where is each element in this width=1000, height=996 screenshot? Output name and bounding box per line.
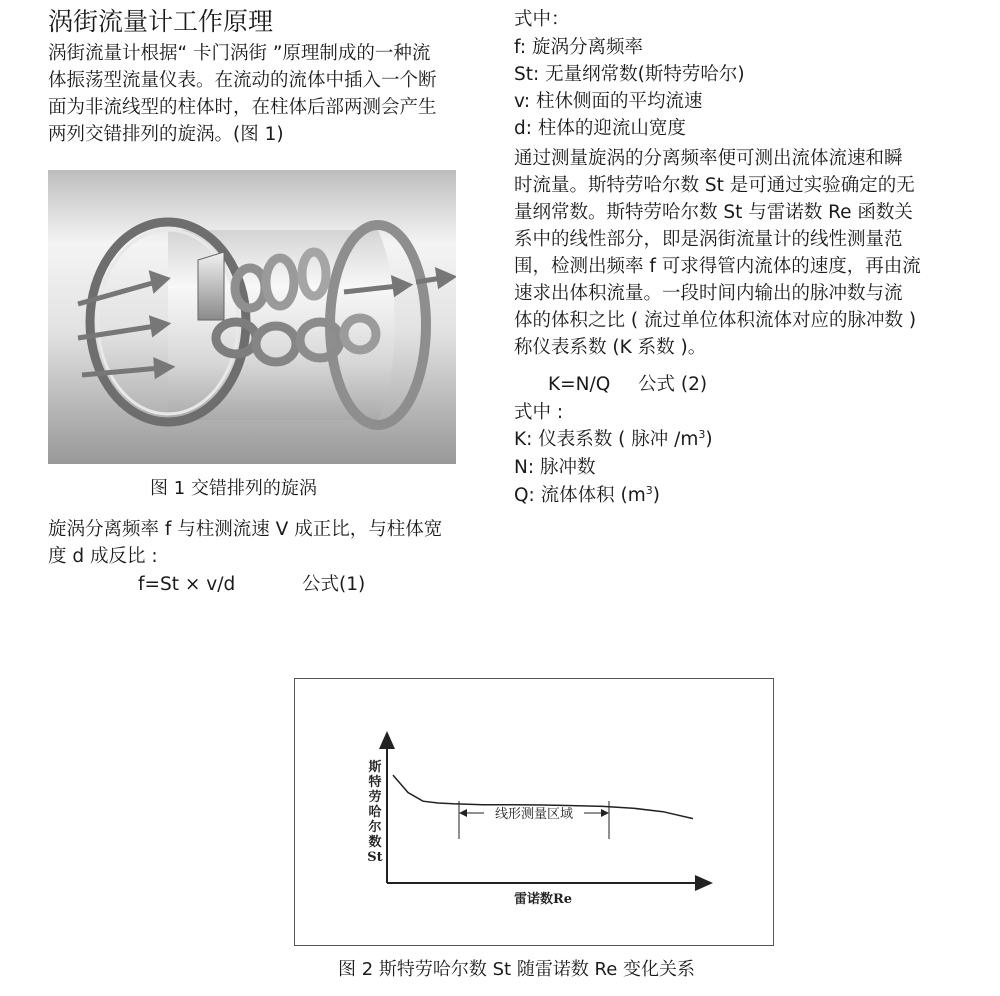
- y-axis-label: [367, 759, 382, 865]
- definition-item: d: 柱体的迎流山宽度: [514, 118, 686, 139]
- text-line: 速求出体积流量。一段时间内输出的脉冲数与流: [514, 283, 903, 304]
- y-axis-label-char: St: [367, 850, 383, 865]
- text-line: 旋涡分离频率 f 与柱测流速 V 成正比，与柱体宽: [48, 519, 443, 540]
- region-label: 线形测量区域: [494, 807, 574, 822]
- text-line: 称仪表系数 (K 系数 )。: [514, 337, 707, 358]
- figure1-caption: 图 1 交错排列的旋涡: [150, 478, 317, 499]
- text-line: 两列交错排列的旋涡。(图 1): [48, 124, 284, 145]
- y-axis-label-char: 尔: [368, 820, 382, 835]
- y-axis-label-char: 劳: [368, 790, 382, 805]
- definition-list-1: [514, 34, 745, 142]
- y-axis-label-char: 斯: [368, 760, 382, 775]
- definition-item: St: 无量纲常数(斯特劳哈尔): [514, 64, 745, 85]
- definition-item: f: 旋涡分离频率: [514, 37, 643, 58]
- text-line: 系中的线性部分，即是涡街流量计的线性测量范: [514, 229, 903, 250]
- formula-1-label: 公式(1): [302, 574, 366, 595]
- superscript: 3: [645, 483, 653, 497]
- text-line: 围，检测出频率 f 可求得管内流体的速度，再由流: [514, 256, 921, 277]
- k-text: K: 仪表系数 ( 脉冲 /m: [514, 429, 699, 450]
- definition-item: v: 柱休侧面的平均流速: [514, 91, 703, 112]
- text-line: 涡街流量计根据“ 卡门涡街 ”原理制成的一种流: [48, 43, 431, 64]
- ratio-paragraph: [48, 516, 442, 570]
- page-title: 涡街流量计工作原理: [48, 7, 274, 36]
- text-line: 时流量。斯特劳哈尔数 St 是可通过实验确定的无: [514, 175, 915, 196]
- text-line: 体的体积之比 ( 流过单位体积流体对应的脉冲数 ): [514, 310, 917, 331]
- figure2-caption: 图 2 斯特劳哈尔数 St 随雷诺数 Re 变化关系: [338, 959, 696, 980]
- formula-2-label: 公式 (2): [638, 374, 708, 395]
- definition-n: N: 脉冲数: [514, 457, 596, 478]
- region-arrowhead-left: [459, 809, 467, 817]
- intro-paragraph: [48, 40, 437, 148]
- text-line: 度 d 成反比 :: [48, 546, 158, 567]
- text-line: 体振荡型流量仪表。在流动的流体中插入一个断: [48, 70, 437, 91]
- definition-q: [514, 482, 660, 509]
- formula-1: f=St × v/d: [138, 574, 236, 595]
- definition-k: [514, 426, 713, 453]
- body-paragraph: [514, 145, 921, 361]
- text-line: 面为非流线型的柱体时，在柱体后部两测会产生: [48, 97, 437, 118]
- y-axis-label-char: 哈: [368, 805, 382, 820]
- y-axis-label-char: 特: [368, 775, 382, 790]
- region-arrowhead-right: [601, 809, 609, 817]
- text-line: 量纲常数。斯特劳哈尔数 St 与雷诺数 Re 函数关: [514, 202, 913, 223]
- close-paren: ): [705, 429, 713, 450]
- close-paren: ): [652, 485, 661, 506]
- where-heading-1: 式中：: [514, 9, 570, 30]
- superscript: 3: [698, 427, 706, 441]
- bluff-body: [198, 252, 224, 320]
- strouhal-chart: [295, 679, 773, 945]
- vortex-figure: [48, 170, 456, 464]
- formula-2: K=N/Q: [548, 374, 611, 395]
- strouhal-chart-frame: [294, 678, 774, 946]
- text-line: 通过测量旋涡的分离频率便可测出流体流速和瞬: [514, 148, 903, 169]
- where-heading-2: 式中 :: [514, 402, 564, 423]
- q-text: Q: 流体体积 (m: [514, 485, 646, 506]
- x-axis-label: 雷诺数Re: [513, 892, 573, 907]
- y-axis-label-char: 数: [368, 835, 382, 850]
